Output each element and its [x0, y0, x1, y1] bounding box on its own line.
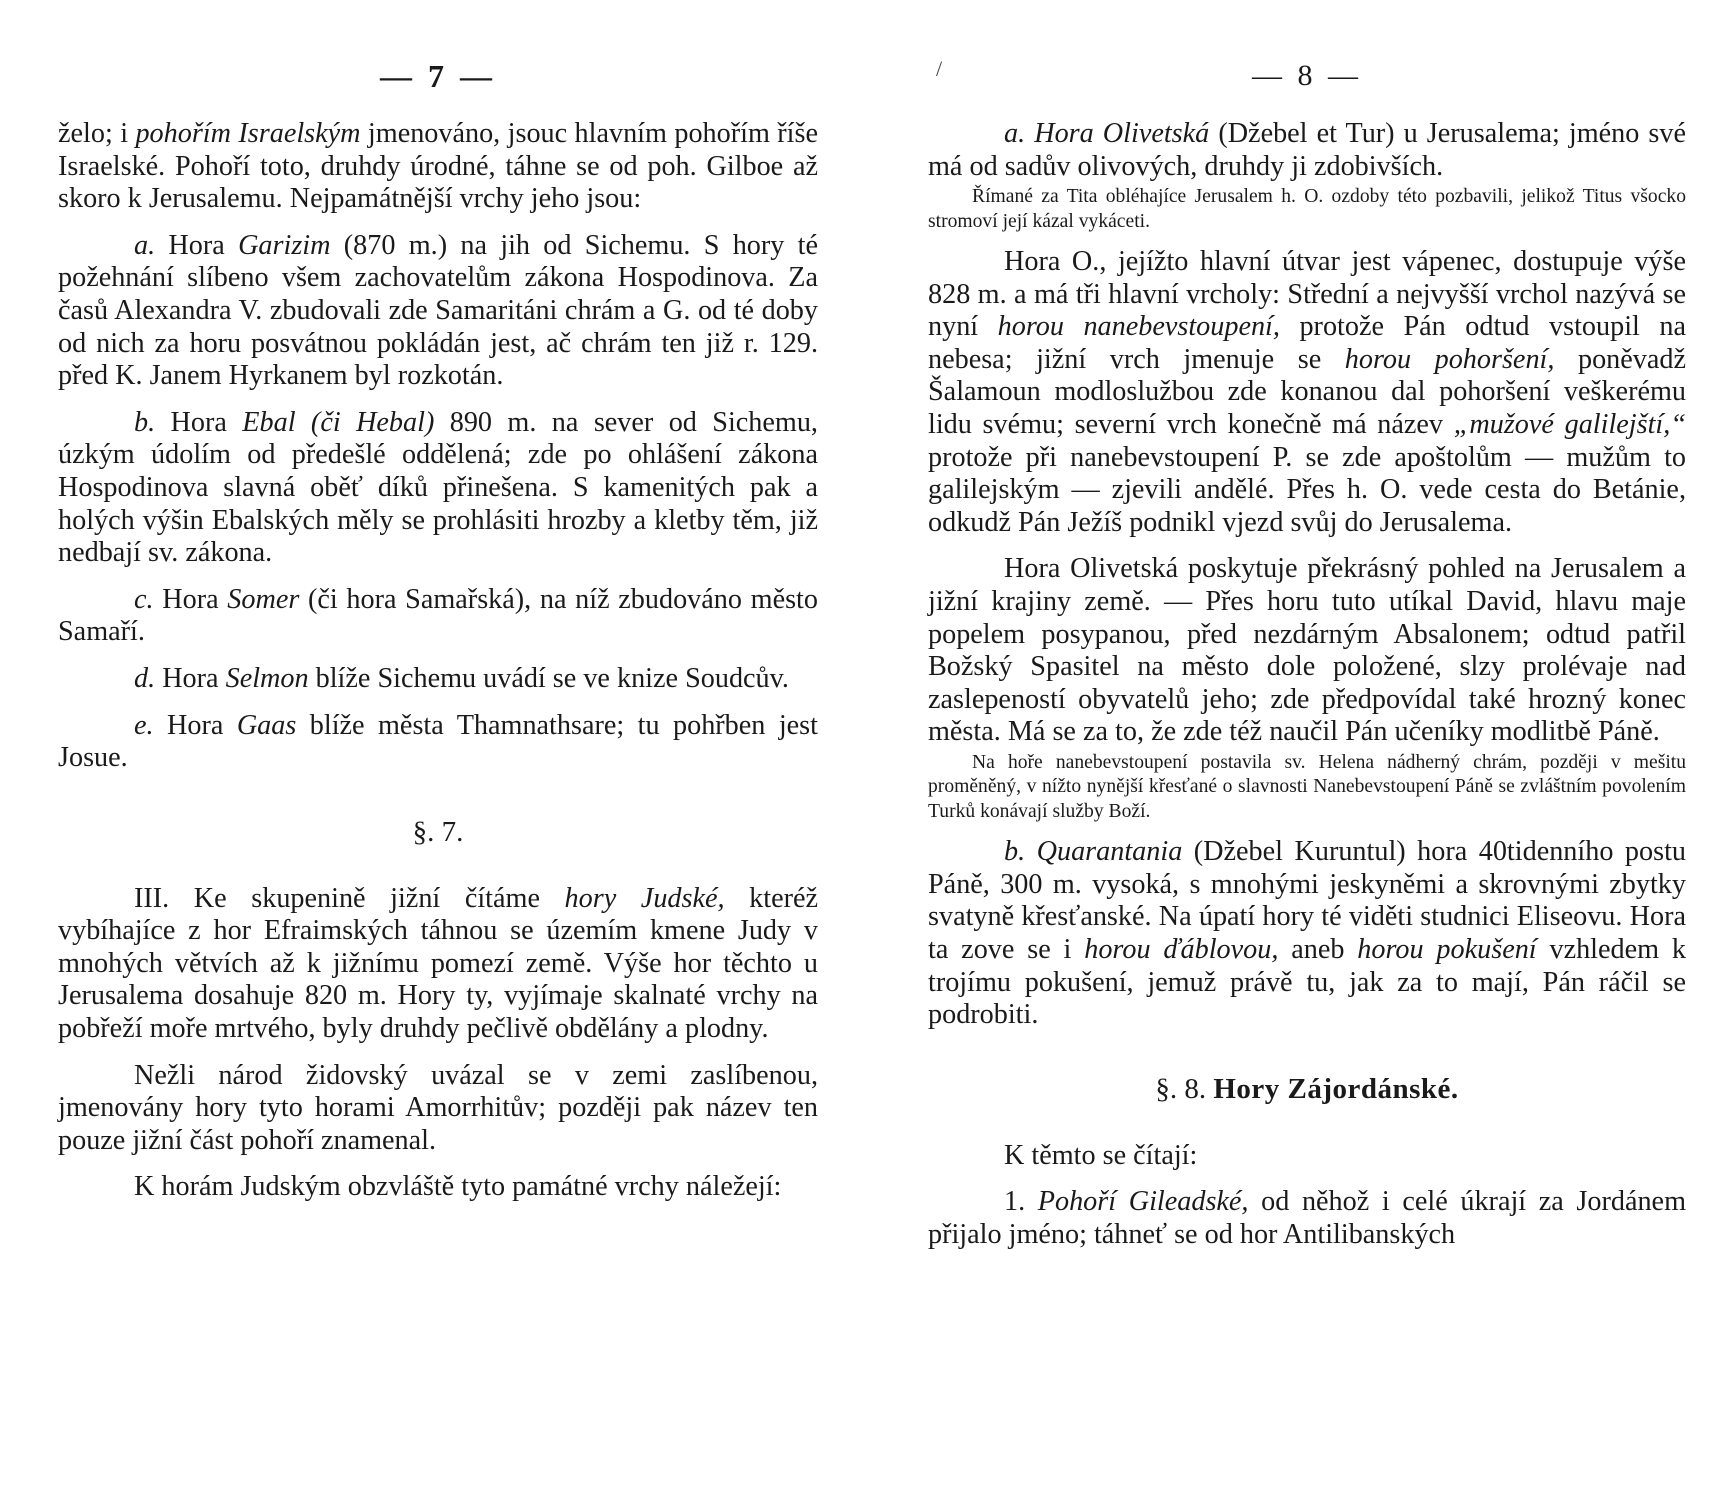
- section-heading: §. 8. Hory Zájordánské.: [1155, 1072, 1459, 1105]
- paragraph: b. Hora Ebal (či Hebal) 890 m. na sever od Sichemu, úzkým údolím od předešlé oddělená; zde po ohlášení zákona Hospodinova slavná oběť díků přinešena. S kamenitých pak a holých výšin Ebalských měly se prohlásiti hrozby a kletby těm, již nedbají sv. zákona.: [58, 406, 818, 569]
- page-body: [58, 118, 818, 1218]
- paragraph: e. Hora Gaas blíže města Thamnathsare; tu pohřben jest Josue.: [58, 709, 818, 774]
- paragraph: a. Hora Olivetská (Džebel et Tur) u Jerusalema; jméno své má od sadův olivových, druhdy ji zdobivších.: [928, 118, 1687, 182]
- paragraph: K horám Judským obzvláště tyto památné vrchy náležejí:: [134, 1171, 782, 1203]
- page-number: — 8 —: [1252, 59, 1362, 92]
- paragraph: Hora O., jejížto hlavní útvar jest vápenec, dostupuje výše 828 m. a má tři hlavní vrcholy: Střední a nejvyšší vrchol nazývá se nyní horou nanebevstoupení, protože Pán odtud vstoupil na nebesa; jižní vrch jmenuje se horou pohoršení, poněvadž Šalamoun modloslužbou zde konanou dal pohoršení veškerému lidu svému; severní vrch konečně má název „mužové galilejští,“ protože při nanebevstoupení P. se zde apoštolům — mužům to galilejským — zjevili andělé. Přes h. O. vede cesta do Betánie, odkudž Pán Ježíš podnikl vjezd svůj do Jerusalema.: [928, 246, 1686, 538]
- paragraph: c. Hora Somer (či hora Samařská), na níž zbudováno město Samaří.: [58, 583, 818, 648]
- paragraph: K těmto se čítají:: [1004, 1139, 1198, 1171]
- page-number: — 7 —: [380, 58, 496, 94]
- left-page: [58, 0, 818, 1500]
- paragraph: Hora Olivetská poskytuje překrásný pohled na Jerusalem a jižní krajiny země. — Přes horu tuto utíkal David, hlavu maje popelem posypanou, před nezdárným Absalonem; odtud patřil Božský Spasitel na město dole položené, slzy prolévaje nad zaslepeností obyvatelů jeho; zde předpovídal také hrozný konec města. Má se za to, že zde též naučil Pán učeníky modlitbě Páně.: [928, 553, 1686, 748]
- paragraph: d. Hora Selmon blíže Sichemu uvádí se ve knize Soudcův.: [134, 662, 789, 694]
- paragraph: III. Ke skupenině jižní čítáme hory Judské, kteréž vybíhajíce z hor Efraimských táhnou se územím kmene Judy v mnohých větvích až k jižnímu pomezí země. Výše hor těchto u Jerusalema dosahuje 820 m. Hory ty, vyjímaje skalnaté vrchy na pobřeží moře mrtvého, byly druhdy pečlivě obdělány a plodny.: [58, 882, 818, 1045]
- margin-mark: /: [936, 56, 943, 81]
- footnote: Římané za Tita obléhajíce Jerusalem h. O. ozdoby této pozbavili, jelikož Titus všocko stromoví její kázal vykáceti.: [928, 186, 1686, 232]
- section-heading: §. 7.: [412, 815, 464, 848]
- right-page: [928, 0, 1686, 1500]
- page-body: [928, 118, 1686, 1265]
- footnote: Na hoře nanebevstoupení postavila sv. Helena nádherný chrám, později v mešitu proměněný, v nížto nynější křesťané o slavnosti Nanebevstoupení Páně se zvláštním povolením Turků konávají služby Boží.: [928, 751, 1686, 822]
- paragraph: 1. Pohoří Gileadské, od něhož i celé úkrají za Jordánem přijalo jméno; táhneť se od hor Antilibanských: [928, 1186, 1686, 1250]
- paragraph: a. Hora Garizim (870 m.) na jih od Sichemu. S hory té požehnání slíbeno všem zachovatelům zákona Hospodinova. Za časů Alexandra V. zbudovali zde Samaritáni chrám a G. od té doby od nich za horu posvátnou pokládán jest, ač chrám ten již r. 129. před K. Janem Hyrkanem byl rozkotán.: [58, 229, 818, 392]
- paragraph: Nežli národ židovský uvázal se v zemi zaslíbenou, jmenovány hory tyto horami Amorrhitův; později pak název ten pouze jižní část pohoří znamenal.: [58, 1059, 818, 1156]
- paragraph: b. Quarantania (Džebel Kuruntul) hora 40tidenního postu Páně, 300 m. vysoká, s mnohými jeskyněmi a skrovnými zbytky svatyně křesťanské. Na úpatí hory té viděti studnici Eliseovu. Hora ta zove se i horou ďáblovou, aneb horou pokušení vzhledem k trojímu pokušení, jemuž právě tu, jak za to mají, Pán ráčil se podrobiti.: [928, 836, 1686, 1031]
- paragraph: želo; i pohořím Israelským jmenováno, jsouc hlavním pohořím říše Israelské. Pohoří toto, druhdy úrodné, táhne se od poh. Gilboe až skoro k Jerusalemu. Nejpamátnější vrchy jeho jsou:: [58, 118, 818, 215]
